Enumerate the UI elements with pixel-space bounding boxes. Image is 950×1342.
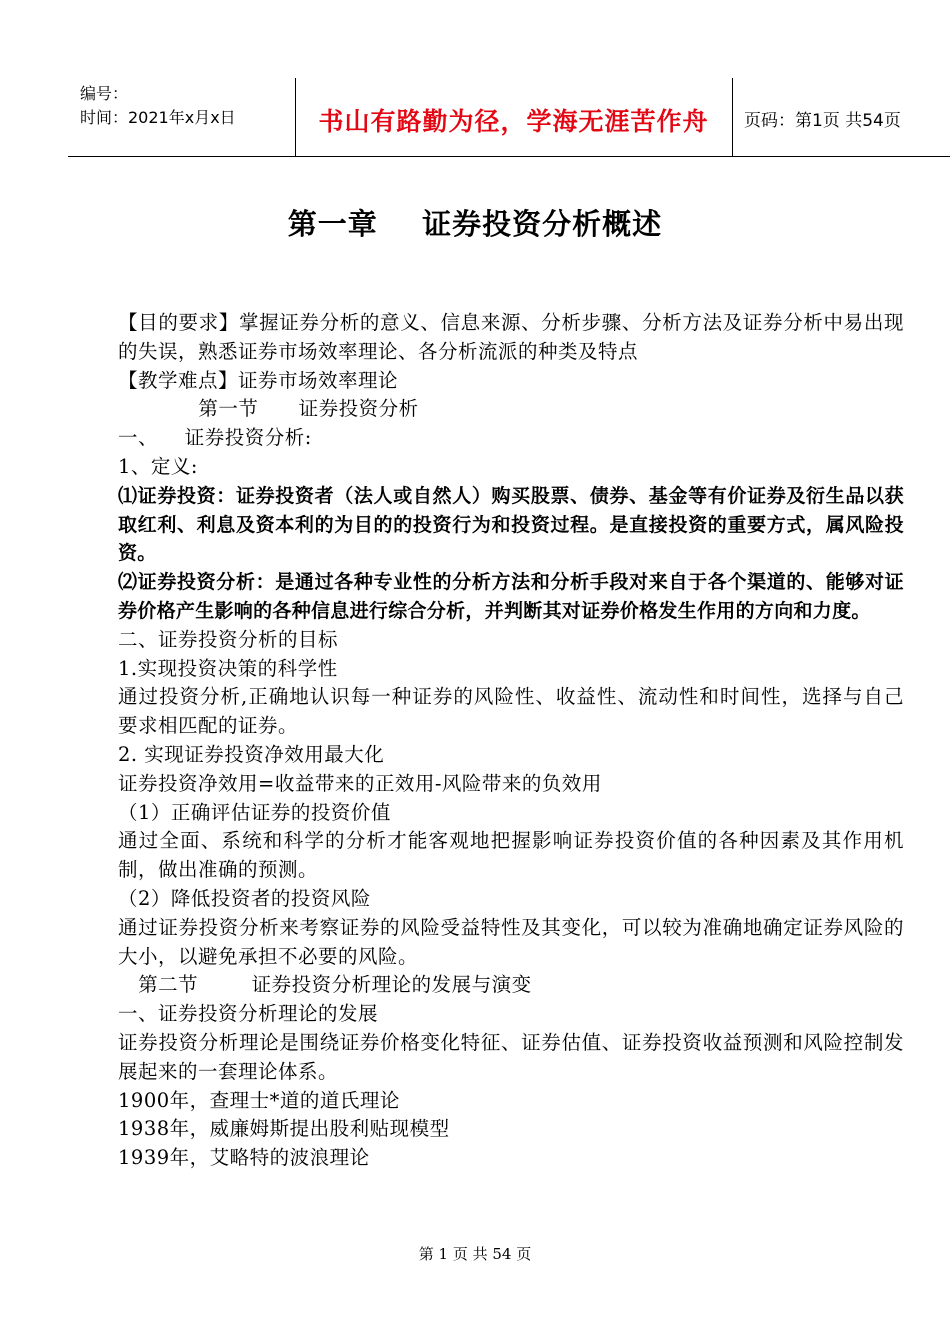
paragraph: 1900年，查理士*道的道氏理论 [118,1088,400,1112]
page-footer: 第 1 页 共 54 页 [418,1245,532,1263]
paragraph: 1938年，威廉姆斯提出股利贴现模型 [118,1117,450,1141]
serial-number-label: 编号： [80,84,129,103]
paragraph: 证券投资净效用=收益带来的正效用-风险带来的负效用 [118,771,602,795]
heading: 一、 证券投资分析: [118,426,312,450]
section-heading: 第一节 证券投资分析 [118,397,419,421]
header-motto: 书山有路勤为径，学海无涯苦作舟 [318,107,709,136]
paragraph: 【教学难点】证券市场效率理论 [118,368,399,392]
chapter-title: 第一章 证券投资分析概述 [287,207,663,241]
heading: 1.实现投资决策的科学性 [118,656,338,680]
heading: 一、证券投资分析理论的发展 [118,1002,379,1026]
heading: （2）降低投资者的投资风险 [118,886,371,910]
paragraph: 通过全面、系统和科学的分析才能客观地把握影响证券投资价值的各种因素及其作用机制，做出准确的预测。 [118,829,904,882]
definition-paragraph: ⑴证券投资：证券投资者（法人或自然人）购买股票、债券、基金等有价证券及衍生品以获取红利、利息及资本利的为目的的投资行为和投资过程。是直接投资的重要方式，属风险投资。 [118,484,904,565]
header-divider [732,78,733,156]
section-heading: 第二节 证券投资分析理论的发展与演变 [118,973,532,997]
paragraph: 通过投资分析,正确地认识每一种证券的风险性、收益性、流动性和时间性，选择与自己要求相匹配的证券。 [118,685,904,738]
heading: 2. 实现证券投资净效用最大化 [118,742,385,766]
document-body [118,309,904,1173]
document-header [68,78,950,157]
paragraph: 通过证券投资分析来考察证券的风险受益特性及其变化，可以较为准确地确定证券风险的大小，以避免承担不必要的风险。 [118,915,904,968]
paragraph: 【目的要求】掌握证券分析的意义、信息来源、分析步骤、分析方法及证券分析中易出现的失误，熟悉证券市场效率理论、各分析流派的种类及特点 [118,311,904,363]
header-page-info: 页码：第1页 共54页 [744,111,901,131]
heading: 1、定义: [118,454,198,478]
definition-paragraph: ⑵证券投资分析：是通过各种专业性的分析方法和分析手段对来自于各个渠道的、能够对证券价格产生影响的各种信息进行综合分析，并判断其对证券价格发生作用的方向和力度。 [118,571,904,622]
heading: 二、证券投资分析的目标 [118,627,339,651]
header-meta [80,82,236,130]
time-label: 时间：2021年x月x日 [80,108,236,127]
paragraph: 证券投资分析理论是围绕证券价格变化特征、证券估值、证券投资收益预测和风险控制发展起来的一套理论体系。 [118,1030,904,1083]
paragraph: 1939年，艾略特的波浪理论 [118,1146,370,1170]
heading: （1）正确评估证券的投资价值 [118,800,391,824]
